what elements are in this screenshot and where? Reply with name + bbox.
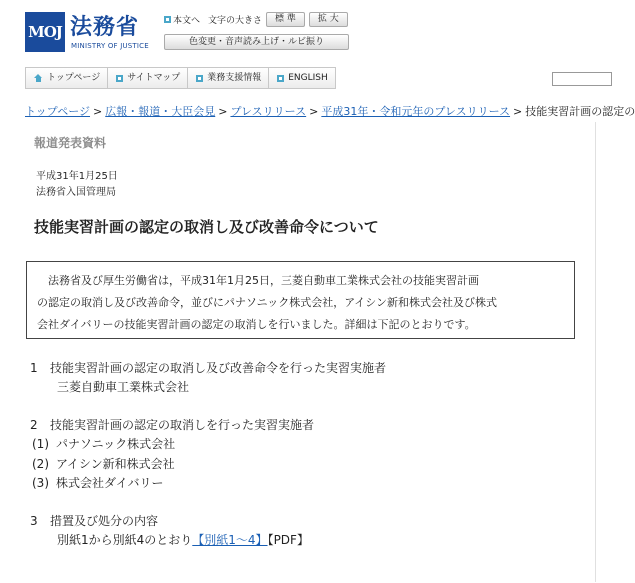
header-tools <box>164 11 352 27</box>
breadcrumb-separator: > <box>309 105 319 118</box>
pdf-label: 【PDF】 <box>267 533 309 547</box>
list-item-text: 株式会社ダイバリー <box>56 476 164 490</box>
list-item <box>32 435 175 452</box>
breadcrumb-link-release[interactable]: プレスリリース <box>230 105 307 118</box>
square-bullet-icon <box>196 75 203 82</box>
nav-item-label: サイトマップ <box>127 73 181 83</box>
font-standard-button[interactable]: 標 準 <box>266 12 305 27</box>
section-1-heading <box>30 359 386 376</box>
breadcrumb-current: 技能実習計画の認定の <box>525 105 635 118</box>
section-3-text: 別紙1から別紙4のとおり <box>57 533 193 547</box>
breadcrumb-link-press[interactable]: 広報・報道・大臣会見 <box>105 105 216 118</box>
list-item <box>32 474 164 491</box>
breadcrumb-separator: > <box>93 105 103 118</box>
section-number: 1 <box>30 361 38 375</box>
logo-title: 法務省 <box>70 15 140 40</box>
summary-line: の認定の取消し及び改善命令，並びにパナソニック株式会社，アイシン新和株式会社及び株式 <box>37 296 497 309</box>
accessibility-button[interactable]: 色変更・音声読み上げ・ルビ振り <box>164 34 349 50</box>
section-1-body: 三菱自動車工業株式会社 <box>57 380 190 394</box>
attachment-pdf-link[interactable]: 【別紙1～4】 <box>192 533 268 547</box>
list-item-text: アイシン新和株式会社 <box>56 457 175 471</box>
summary-box <box>26 261 575 339</box>
breadcrumb-separator: > <box>513 105 523 118</box>
list-item-number: (3) <box>32 476 49 490</box>
breadcrumb <box>25 103 635 119</box>
press-release-label: 報道発表資料 <box>34 136 107 150</box>
moj-logo-mark: MOJ <box>25 12 65 52</box>
home-icon <box>34 74 43 82</box>
square-bullet-icon <box>116 75 123 82</box>
square-bullet-icon <box>277 75 284 82</box>
section-2-heading <box>30 416 314 433</box>
font-size-label: 文字の大きさ <box>208 15 263 26</box>
breadcrumb-link-year[interactable]: 平成31年・令和元年のプレスリリース <box>321 105 511 118</box>
global-nav <box>25 67 336 89</box>
font-large-button[interactable]: 拡 大 <box>309 12 348 27</box>
skip-to-content-link[interactable]: 本文へ <box>173 15 201 26</box>
page-title: 技能実習計画の認定の取消し及び改善命令について <box>34 218 379 236</box>
logo-subtitle: MINISTRY OF JUSTICE <box>71 42 149 50</box>
ministry-logo[interactable] <box>25 12 155 54</box>
summary-line: 会社ダイバリーの技能実習計画の認定の取消しを行いました。詳細は下記のとおりです。 <box>37 318 476 331</box>
sidebar-edge <box>595 122 600 582</box>
nav-item-label: トップページ <box>47 73 101 83</box>
list-item-text: パナソニック株式会社 <box>56 437 176 451</box>
list-item-number: (2) <box>32 457 49 471</box>
nav-item-label: 業務支援情報 <box>207 73 262 83</box>
breadcrumb-link-top[interactable]: トップページ <box>25 105 91 118</box>
section-3-body <box>57 531 309 548</box>
release-date: 平成31年1月25日 <box>36 171 118 182</box>
nav-item-label: ENGLISH <box>288 73 328 83</box>
section-number: 3 <box>30 514 38 528</box>
section-3-heading <box>30 512 158 529</box>
nav-item-sitemap[interactable] <box>108 68 188 88</box>
nav-item-top[interactable] <box>26 68 108 88</box>
release-department: 法務省入国管理局 <box>36 187 116 198</box>
site-header <box>0 0 600 66</box>
square-bullet-icon <box>164 16 171 23</box>
nav-item-business[interactable] <box>188 68 269 88</box>
nav-item-english[interactable] <box>269 68 335 88</box>
list-item <box>32 455 175 472</box>
section-heading-text: 技能実習計画の認定の取消しを行った実習実施者 <box>50 418 315 432</box>
section-heading-text: 技能実習計画の認定の取消し及び改善命令を行った実習実施者 <box>50 361 387 375</box>
section-number: 2 <box>30 418 38 432</box>
section-heading-text: 措置及び処分の内容 <box>50 514 159 528</box>
list-item-number: (1) <box>32 437 49 451</box>
summary-line: 法務省及び厚生労働省は，平成31年1月25日，三菱自動車工業株式会社の技能実習計画 <box>48 274 479 287</box>
breadcrumb-separator: > <box>218 105 228 118</box>
search-input[interactable] <box>552 72 612 86</box>
